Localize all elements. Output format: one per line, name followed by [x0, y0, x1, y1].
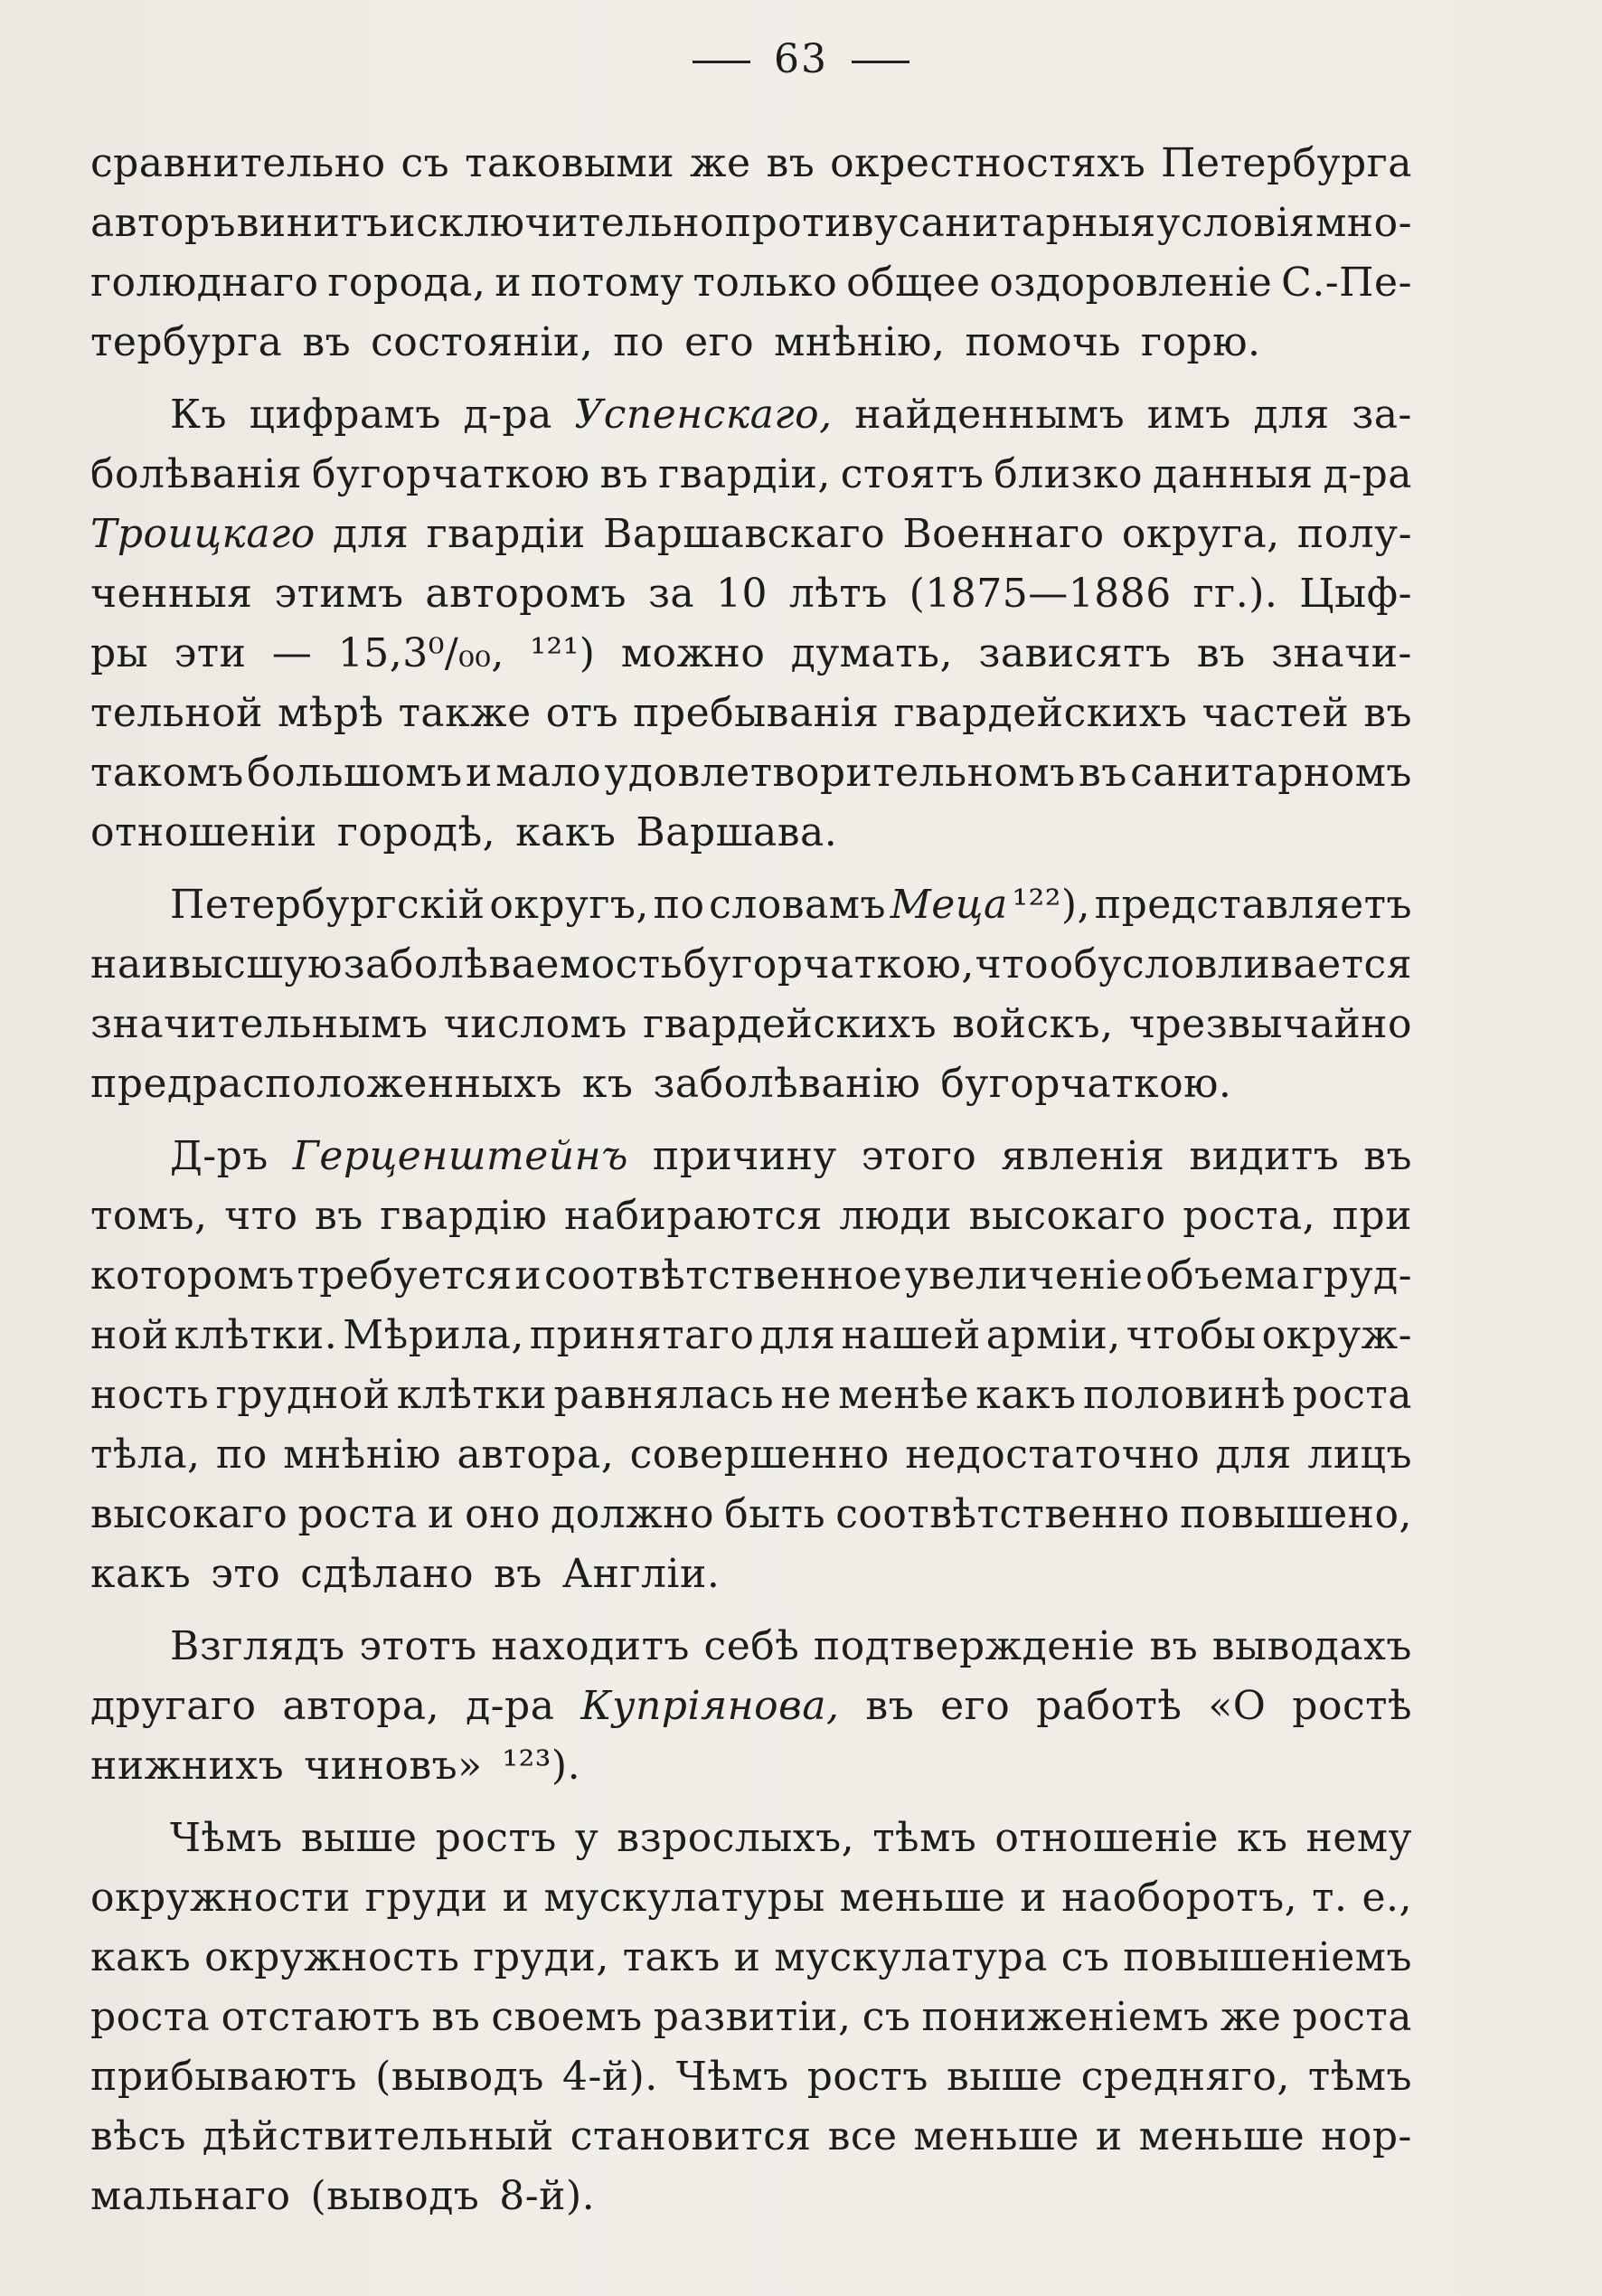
text-line: сравнительно съ таковыми же въ окрестностяхъ Петербурга — [90, 140, 1412, 186]
text-line: тербурга въ состояніи, по его мнѣнію, помочь горю. — [90, 319, 1261, 365]
text-line: Петербургскій округъ, по словамъ Меца ¹²²), представляетъ — [170, 882, 1412, 928]
text-line: мальнаго (выводъ 8-й). — [90, 2173, 596, 2219]
text-line: другаго автора, д-ра Купріянова, въ его работѣ «О ростѣ — [90, 1683, 1412, 1729]
text-line: Къ цифрамъ д-ра Успенскаго, найденнымъ имъ для за- — [170, 392, 1412, 438]
text-line: роста отстаютъ въ своемъ развитіи, съ пониженіемъ же роста — [90, 1994, 1412, 2040]
text-line: нижнихъ чиновъ» ¹²³). — [90, 1743, 581, 1789]
text-line: отношеніи городѣ, какъ Варшава. — [90, 809, 838, 855]
text-line: наивысшую заболѣваемость бугорчаткою, что обусловливается — [90, 941, 1412, 987]
paragraph-gap — [90, 373, 1412, 385]
text-line: предрасположенныхъ къ заболѣванію бугорчаткою. — [90, 1061, 1232, 1107]
paragraph — [90, 875, 1412, 1114]
paragraph-gap — [90, 1114, 1412, 1127]
paragraph — [90, 1127, 1412, 1604]
text-line: ры эти — 15,3⁰/₀₀, ¹²¹) можно думать, зависятъ въ значи- — [90, 630, 1412, 676]
text-line: какъ это сдѣлано въ Англіи. — [90, 1551, 721, 1597]
page-header — [0, 36, 1602, 82]
text-line: какъ окружность груди, такъ и мускулатура съ повышеніемъ — [90, 1934, 1412, 1980]
text-line: прибываютъ (выводъ 4-й). Чѣмъ ростъ выше средняго, тѣмъ — [90, 2054, 1412, 2100]
text-line: вѣсъ дѣйствительный становится все меньше и меньше нор- — [90, 2113, 1412, 2159]
text-line: значительнымъ числомъ гвардейскихъ войскъ, чрезвычайно — [90, 1001, 1412, 1047]
paragraph — [90, 134, 1412, 373]
page-number: 63 — [774, 36, 828, 82]
text-line: которомъ требуется и соотвѣтственное увеличеніе объема груд- — [90, 1252, 1412, 1299]
paragraph-gap — [90, 863, 1412, 875]
paragraph — [90, 385, 1412, 863]
text-line: ной клѣтки. Мѣрила, принятаго для нашей арміи, чтобы окруж- — [90, 1312, 1412, 1358]
text-line: Д-ръ Герценштейнъ причину этого явленія видитъ въ — [170, 1133, 1412, 1179]
paragraph — [90, 1617, 1412, 1796]
text-line: Троицкаго для гвардіи Варшавскаго Военнаго округа, полу- — [90, 511, 1412, 557]
text-line: ность грудной клѣтки равнялась не менѣе какъ половинѣ роста — [90, 1372, 1412, 1418]
text-line: Чѣмъ выше ростъ у взрослыхъ, тѣмъ отношеніе къ нему — [170, 1815, 1412, 1861]
paragraph — [90, 1809, 1412, 2226]
text-line: такомъ большомъ и мало удовлетворительномъ въ санитарномъ — [90, 750, 1412, 796]
page-body — [90, 134, 1412, 2226]
text-line: авторъ винитъ исключительно противусанитарныя условія мно- — [90, 200, 1412, 246]
text-line: тельной мѣрѣ также отъ пребыванія гвардейскихъ частей въ — [90, 690, 1412, 736]
paragraph-gap — [90, 1796, 1412, 1809]
text-line: окружности груди и мускулатуры меньше и наоборотъ, т. е., — [90, 1875, 1412, 1921]
text-line: Взглядъ этотъ находитъ себѣ подтвержденіе въ выводахъ — [170, 1623, 1412, 1669]
header-dash-right — [852, 61, 909, 63]
header-dash-left — [693, 61, 750, 63]
text-line: тѣла, по мнѣнію автора, совершенно недостаточно для лицъ — [90, 1431, 1412, 1478]
text-line: томъ, что въ гвардію набираются люди высокаго роста, при — [90, 1193, 1412, 1239]
paragraph-gap — [90, 1604, 1412, 1617]
text-line: ченныя этимъ авторомъ за 10 лѣтъ (1875—1886 гг.). Цыф- — [90, 571, 1412, 617]
text-line: болѣванія бугорчаткою въ гвардіи, стоятъ близко данныя д-ра — [90, 451, 1412, 497]
text-line: голюднаго города, и потому только общее оздоровленіе С.-Пе- — [90, 260, 1412, 306]
text-line: высокаго роста и оно должно быть соотвѣтственно повышено, — [90, 1491, 1412, 1537]
